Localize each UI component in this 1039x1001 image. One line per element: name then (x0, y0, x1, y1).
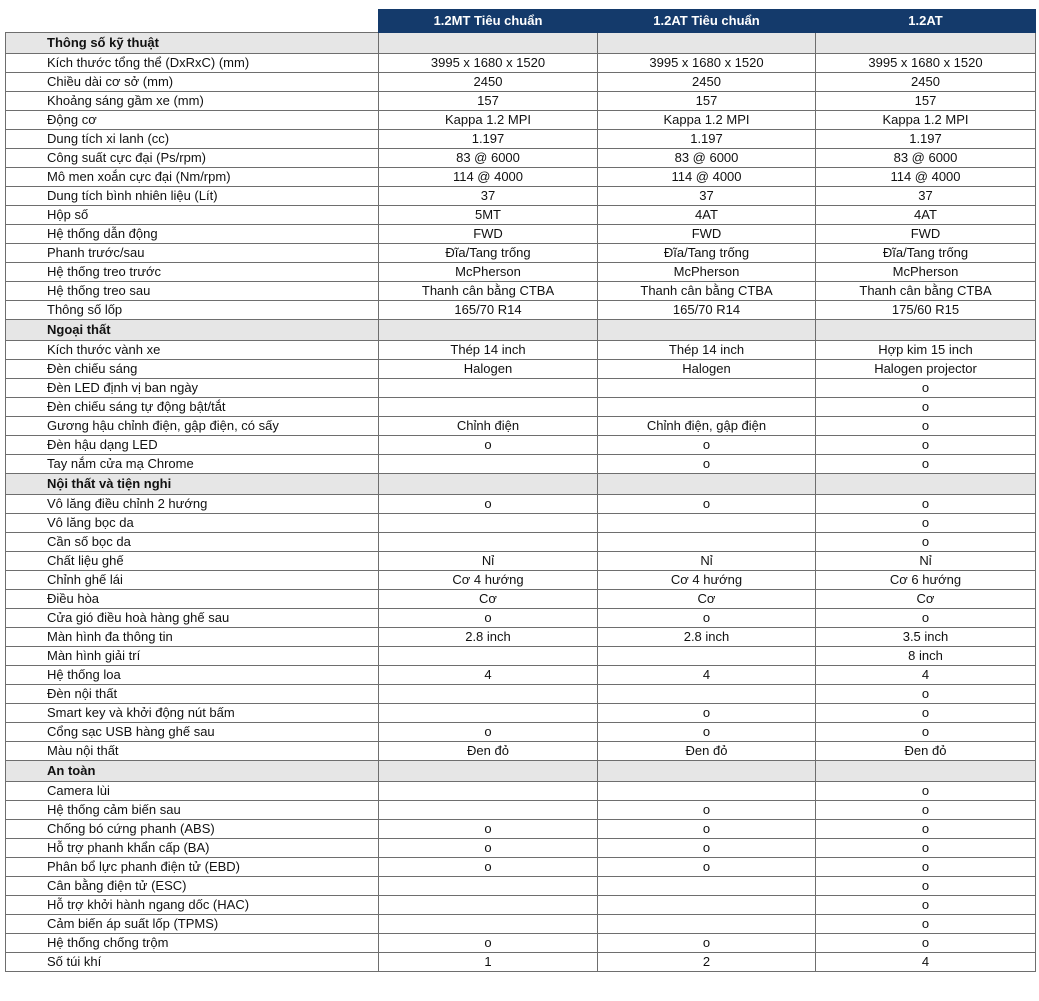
header-blank (6, 10, 379, 33)
spec-value-col-3: Cơ (816, 590, 1036, 609)
spec-value-col-1 (379, 647, 598, 666)
spec-value-col-3: 83 @ 6000 (816, 149, 1036, 168)
spec-value-col-1: 2450 (379, 73, 598, 92)
table-row (6, 609, 1036, 628)
spec-value-col-1: Kappa 1.2 MPI (379, 111, 598, 130)
spec-value-col-3: Cơ 6 hướng (816, 571, 1036, 590)
spec-label: Chỉnh ghế lái (6, 571, 379, 590)
table-row (6, 225, 1036, 244)
spec-value-col-2: o (598, 723, 816, 742)
spec-value-col-3: 4 (816, 666, 1036, 685)
spec-label: Khoảng sáng gầm xe (mm) (6, 92, 379, 111)
spec-label: Công suất cực đại (Ps/rpm) (6, 149, 379, 168)
spec-label: Chống bó cứng phanh (ABS) (6, 820, 379, 839)
spec-value-col-2: o (598, 495, 816, 514)
spec-value-col-3: o (816, 495, 1036, 514)
section-cell (598, 761, 816, 782)
spec-label: Hệ thống cảm biến sau (6, 801, 379, 820)
section-cell (816, 761, 1036, 782)
spec-value-col-2: 114 @ 4000 (598, 168, 816, 187)
section-cell (816, 33, 1036, 54)
table-row (6, 552, 1036, 571)
spec-value-col-1: McPherson (379, 263, 598, 282)
table-row (6, 858, 1036, 877)
spec-value-col-2: Thanh cân bằng CTBA (598, 282, 816, 301)
spec-value-col-3: o (816, 839, 1036, 858)
spec-label: Đèn hậu dạng LED (6, 436, 379, 455)
spec-value-col-3: Thanh cân bằng CTBA (816, 282, 1036, 301)
spec-label: Hệ thống treo trước (6, 263, 379, 282)
spec-label: Camera lùi (6, 782, 379, 801)
table-row (6, 168, 1036, 187)
spec-value-col-1: 37 (379, 187, 598, 206)
section-cell (379, 474, 598, 495)
spec-label: Đèn chiếu sáng tự động bật/tắt (6, 398, 379, 417)
spec-value-col-1: o (379, 820, 598, 839)
spec-value-col-2: McPherson (598, 263, 816, 282)
spec-value-col-3: Đĩa/Tang trống (816, 244, 1036, 263)
spec-value-col-1: Nỉ (379, 552, 598, 571)
spec-value-col-3: o (816, 723, 1036, 742)
table-row (6, 360, 1036, 379)
spec-value-col-3: 175/60 R15 (816, 301, 1036, 320)
spec-value-col-2: FWD (598, 225, 816, 244)
table-row (6, 263, 1036, 282)
spec-value-col-3: Kappa 1.2 MPI (816, 111, 1036, 130)
table-row (6, 130, 1036, 149)
spec-value-col-3: 4 (816, 953, 1036, 972)
spec-label: Hỗ trợ phanh khẩn cấp (BA) (6, 839, 379, 858)
spec-value-col-2: o (598, 820, 816, 839)
spec-value-col-3: FWD (816, 225, 1036, 244)
spec-value-col-3: o (816, 801, 1036, 820)
spec-label: Đèn nội thất (6, 685, 379, 704)
spec-label: Màu nội thất (6, 742, 379, 761)
spec-value-col-2 (598, 647, 816, 666)
column-header-2: 1.2AT Tiêu chuẩn (598, 10, 816, 33)
spec-value-col-2 (598, 877, 816, 896)
spec-value-col-1: 2.8 inch (379, 628, 598, 647)
spec-value-col-1: o (379, 839, 598, 858)
spec-value-col-3: o (816, 877, 1036, 896)
table-row (6, 206, 1036, 225)
spec-value-col-1: Thép 14 inch (379, 341, 598, 360)
table-row (6, 666, 1036, 685)
section-cell (598, 320, 816, 341)
spec-value-col-3: o (816, 455, 1036, 474)
spec-label: Cảm biến áp suất lốp (TPMS) (6, 915, 379, 934)
spec-value-col-3: Halogen projector (816, 360, 1036, 379)
spec-label: Phân bổ lực phanh điện tử (EBD) (6, 858, 379, 877)
spec-value-col-1 (379, 379, 598, 398)
spec-value-col-1 (379, 877, 598, 896)
spec-value-col-3: 8 inch (816, 647, 1036, 666)
spec-value-col-3: o (816, 417, 1036, 436)
section-row (6, 320, 1036, 341)
table-row (6, 877, 1036, 896)
spec-value-col-2: Nỉ (598, 552, 816, 571)
spec-value-col-2: 157 (598, 92, 816, 111)
spec-value-col-3: o (816, 858, 1036, 877)
spec-label: Vô lăng điều chỉnh 2 hướng (6, 495, 379, 514)
spec-value-col-1 (379, 398, 598, 417)
spec-label: Hệ thống treo sau (6, 282, 379, 301)
spec-label: Mô men xoắn cực đại (Nm/rpm) (6, 168, 379, 187)
table-row (6, 820, 1036, 839)
spec-value-col-3: o (816, 915, 1036, 934)
spec-value-col-1: Halogen (379, 360, 598, 379)
spec-value-col-1 (379, 782, 598, 801)
spec-value-col-3: o (816, 782, 1036, 801)
spec-value-col-3: o (816, 896, 1036, 915)
section-cell (816, 320, 1036, 341)
section-title: Thông số kỹ thuật (6, 33, 379, 54)
section-cell (379, 761, 598, 782)
spec-value-col-2: 2.8 inch (598, 628, 816, 647)
table-row (6, 704, 1036, 723)
spec-value-col-3: 2450 (816, 73, 1036, 92)
spec-label: Màn hình đa thông tin (6, 628, 379, 647)
section-cell (816, 474, 1036, 495)
spec-value-col-1: 1 (379, 953, 598, 972)
section-row (6, 33, 1036, 54)
spec-value-col-1 (379, 455, 598, 474)
spec-label: Cân bằng điện tử (ESC) (6, 877, 379, 896)
spec-value-col-2 (598, 398, 816, 417)
section-title: Nội thất và tiện nghi (6, 474, 379, 495)
spec-value-col-2: Kappa 1.2 MPI (598, 111, 816, 130)
column-header-3: 1.2AT (816, 10, 1036, 33)
spec-label: Kích thước tổng thể (DxRxC) (mm) (6, 54, 379, 73)
spec-value-col-2 (598, 896, 816, 915)
spec-value-col-2: 2 (598, 953, 816, 972)
spec-value-col-1: 165/70 R14 (379, 301, 598, 320)
spec-value-col-2: o (598, 436, 816, 455)
spec-value-col-2 (598, 514, 816, 533)
spec-value-col-3: o (816, 609, 1036, 628)
spec-value-col-1: Đĩa/Tang trống (379, 244, 598, 263)
table-row (6, 915, 1036, 934)
spec-value-col-2: 37 (598, 187, 816, 206)
spec-label: Động cơ (6, 111, 379, 130)
spec-value-col-3: 1.197 (816, 130, 1036, 149)
table-row (6, 647, 1036, 666)
spec-label: Màn hình giải trí (6, 647, 379, 666)
section-title: An toàn (6, 761, 379, 782)
spec-value-col-2: o (598, 934, 816, 953)
spec-value-col-3: 4AT (816, 206, 1036, 225)
table-row (6, 455, 1036, 474)
spec-value-col-3: o (816, 398, 1036, 417)
spec-value-col-1 (379, 704, 598, 723)
spec-label: Hệ thống loa (6, 666, 379, 685)
spec-value-col-1: o (379, 495, 598, 514)
spec-value-col-1: o (379, 436, 598, 455)
spec-label: Tay nắm cửa mạ Chrome (6, 455, 379, 474)
table-row (6, 934, 1036, 953)
spec-value-col-1 (379, 514, 598, 533)
table-row (6, 73, 1036, 92)
spec-label: Chất liệu ghế (6, 552, 379, 571)
spec-value-col-2: Đĩa/Tang trống (598, 244, 816, 263)
table-row (6, 742, 1036, 761)
spec-value-col-3: 37 (816, 187, 1036, 206)
spec-value-col-2: Cơ (598, 590, 816, 609)
spec-value-col-3: o (816, 934, 1036, 953)
spec-table (5, 9, 1036, 972)
spec-value-col-1: 4 (379, 666, 598, 685)
spec-value-col-1: Thanh cân bằng CTBA (379, 282, 598, 301)
table-row (6, 685, 1036, 704)
header-row (6, 10, 1036, 33)
table-row (6, 379, 1036, 398)
spec-label: Gương hậu chỉnh điện, gập điện, có sấy (6, 417, 379, 436)
spec-label: Cổng sạc USB hàng ghế sau (6, 723, 379, 742)
section-row (6, 474, 1036, 495)
table-row (6, 839, 1036, 858)
spec-label: Dung tích bình nhiên liệu (Lít) (6, 187, 379, 206)
spec-value-col-1: Cơ (379, 590, 598, 609)
table-row (6, 341, 1036, 360)
spec-value-col-2: o (598, 839, 816, 858)
spec-label: Hệ thống dẫn động (6, 225, 379, 244)
spec-value-col-2 (598, 379, 816, 398)
table-row (6, 571, 1036, 590)
spec-value-col-2: o (598, 455, 816, 474)
spec-label: Chiều dài cơ sở (mm) (6, 73, 379, 92)
spec-value-col-1: 1.197 (379, 130, 598, 149)
spec-value-col-2: 4AT (598, 206, 816, 225)
spec-value-col-2: 1.197 (598, 130, 816, 149)
spec-value-col-1 (379, 801, 598, 820)
table-row (6, 149, 1036, 168)
spec-value-col-3: 3995 x 1680 x 1520 (816, 54, 1036, 73)
spec-value-col-1: 157 (379, 92, 598, 111)
spec-label: Cần số bọc da (6, 533, 379, 552)
spec-value-col-1 (379, 896, 598, 915)
spec-value-col-3: o (816, 820, 1036, 839)
spec-label: Phanh trước/sau (6, 244, 379, 263)
spec-value-col-3: Đen đỏ (816, 742, 1036, 761)
spec-value-col-2 (598, 782, 816, 801)
spec-label: Smart key và khởi động nút bấm (6, 704, 379, 723)
spec-value-col-2: Thép 14 inch (598, 341, 816, 360)
section-row (6, 761, 1036, 782)
spec-value-col-1: Cơ 4 hướng (379, 571, 598, 590)
spec-value-col-3: o (816, 514, 1036, 533)
spec-body (6, 33, 1036, 972)
spec-label: Điều hòa (6, 590, 379, 609)
spec-value-col-1 (379, 685, 598, 704)
spec-label: Hệ thống chống trộm (6, 934, 379, 953)
table-row (6, 92, 1036, 111)
spec-value-col-2 (598, 533, 816, 552)
spec-value-col-2: 3995 x 1680 x 1520 (598, 54, 816, 73)
table-row (6, 244, 1036, 263)
spec-value-col-1: FWD (379, 225, 598, 244)
table-row (6, 398, 1036, 417)
spec-value-col-3: o (816, 704, 1036, 723)
spec-value-col-3: McPherson (816, 263, 1036, 282)
spec-label: Hộp số (6, 206, 379, 225)
spec-value-col-2: o (598, 858, 816, 877)
spec-label: Đèn LED định vị ban ngày (6, 379, 379, 398)
spec-label: Cửa gió điều hoà hàng ghế sau (6, 609, 379, 628)
spec-value-col-3: o (816, 436, 1036, 455)
table-row (6, 533, 1036, 552)
spec-value-col-2: Cơ 4 hướng (598, 571, 816, 590)
spec-value-col-1: Chỉnh điện (379, 417, 598, 436)
spec-value-col-2: 2450 (598, 73, 816, 92)
spec-label: Dung tích xi lanh (cc) (6, 130, 379, 149)
spec-value-col-1: Đen đỏ (379, 742, 598, 761)
spec-value-col-1: 83 @ 6000 (379, 149, 598, 168)
spec-value-col-2: o (598, 704, 816, 723)
table-row (6, 590, 1036, 609)
table-row (6, 953, 1036, 972)
spec-value-col-3: o (816, 685, 1036, 704)
spec-value-col-3: o (816, 533, 1036, 552)
table-row (6, 782, 1036, 801)
spec-value-col-2 (598, 685, 816, 704)
spec-value-col-3: Nỉ (816, 552, 1036, 571)
spec-value-col-3: Hợp kim 15 inch (816, 341, 1036, 360)
table-row (6, 54, 1036, 73)
spec-value-col-1: o (379, 723, 598, 742)
table-row (6, 187, 1036, 206)
spec-value-col-2: 4 (598, 666, 816, 685)
table-row (6, 723, 1036, 742)
spec-label: Kích thước vành xe (6, 341, 379, 360)
spec-label: Số túi khí (6, 953, 379, 972)
spec-value-col-3: o (816, 379, 1036, 398)
spec-value-col-1: o (379, 934, 598, 953)
spec-value-col-1 (379, 915, 598, 934)
section-cell (598, 474, 816, 495)
spec-value-col-2: 83 @ 6000 (598, 149, 816, 168)
table-row (6, 417, 1036, 436)
table-row (6, 282, 1036, 301)
spec-value-col-3: 114 @ 4000 (816, 168, 1036, 187)
spec-value-col-3: 3.5 inch (816, 628, 1036, 647)
spec-value-col-2: Halogen (598, 360, 816, 379)
section-cell (379, 33, 598, 54)
spec-label: Vô lăng bọc da (6, 514, 379, 533)
table-row (6, 514, 1036, 533)
section-cell (379, 320, 598, 341)
spec-value-col-1: o (379, 609, 598, 628)
column-header-1: 1.2MT Tiêu chuẩn (379, 10, 598, 33)
spec-label: Hỗ trợ khởi hành ngang dốc (HAC) (6, 896, 379, 915)
table-row (6, 301, 1036, 320)
spec-value-col-2: o (598, 609, 816, 628)
spec-value-col-1: 5MT (379, 206, 598, 225)
spec-value-col-2: o (598, 801, 816, 820)
spec-label: Thông số lốp (6, 301, 379, 320)
spec-value-col-2: 165/70 R14 (598, 301, 816, 320)
table-row (6, 628, 1036, 647)
table-row (6, 495, 1036, 514)
table-row (6, 896, 1036, 915)
spec-value-col-3: 157 (816, 92, 1036, 111)
section-cell (598, 33, 816, 54)
section-title: Ngoại thất (6, 320, 379, 341)
spec-value-col-1: 114 @ 4000 (379, 168, 598, 187)
spec-label: Đèn chiếu sáng (6, 360, 379, 379)
spec-value-col-2: Đen đỏ (598, 742, 816, 761)
spec-value-col-1 (379, 533, 598, 552)
table-row (6, 111, 1036, 130)
table-row (6, 801, 1036, 820)
spec-value-col-2: Chỉnh điện, gập điện (598, 417, 816, 436)
spec-value-col-2 (598, 915, 816, 934)
table-row (6, 436, 1036, 455)
spec-value-col-1: o (379, 858, 598, 877)
spec-value-col-1: 3995 x 1680 x 1520 (379, 54, 598, 73)
